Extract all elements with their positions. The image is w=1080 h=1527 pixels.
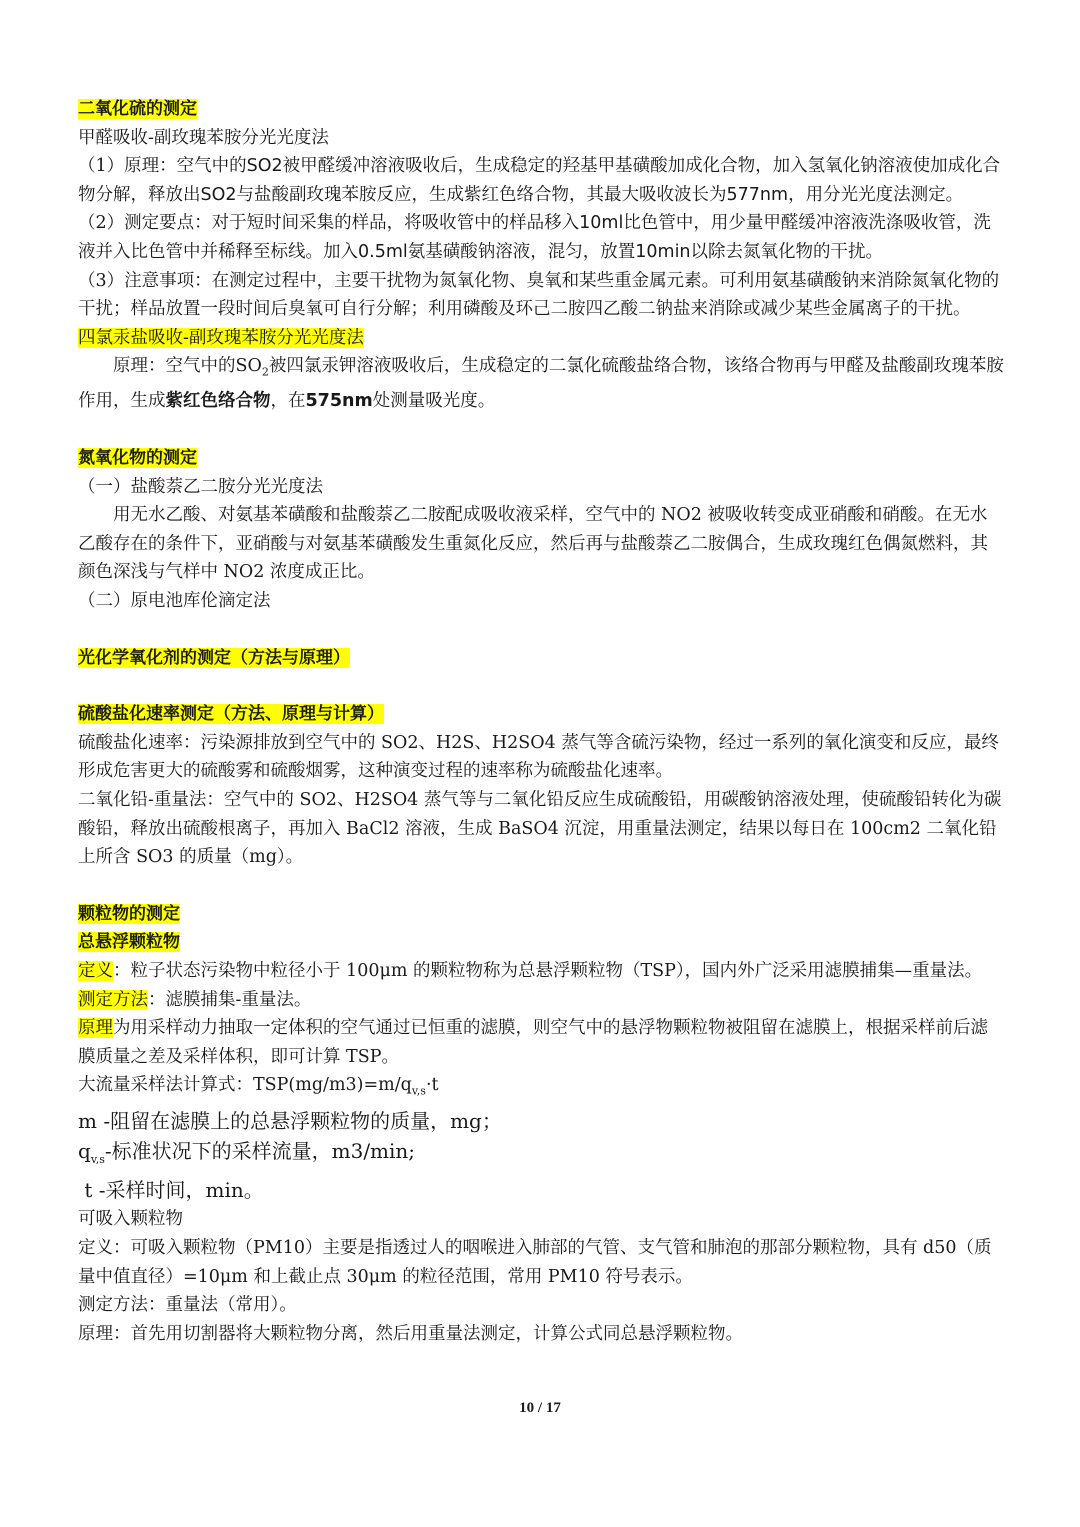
lead-dioxide-method-paragraph: 二氧化铅-重量法：空气中的 SO2、H2SO4 蒸气等与二氧化铅反应生成硫酸铅，用碳酸钠溶液处理，使硫酸铅转化为碳酸铅，释放出硫酸根离子，再加入 BaCl2 溶液，生成 BaSO4 沉淀，用重量法测定，结果以每日在 100cm2 二氧化铅上所含 SO3 的质量（mg）。 <box>78 789 1002 868</box>
sulfation-section-heading: 硫酸盐化速率测定（方法、原理与计算） <box>78 704 384 725</box>
tsp-subheading: 总悬浮颗粒物 <box>78 932 180 953</box>
so2-principle-paragraph: （1）原理：空气中的SO2被甲醛缓冲溶液吸收后，生成稳定的羟基甲基磺酸加成化合物，加入氢氧化钠溶液使加成化合物分解，释放出SO2与盐酸副玫瑰苯胺反应，生成紫红色络合物，其最大吸收波长为577nm，用分光光度法测定。 <box>78 156 1001 205</box>
pm10-method: 测定方法：重量法（常用）。 <box>78 1295 297 1316</box>
tsp-method: 测定方法：滤膜捕集-重量法。 <box>78 989 312 1010</box>
so2-notes-paragraph: （3）注意事项：在测定过程中，主要干扰物为氮氧化物、臭氧和某些重金属元素。可利用氨基磺酸钠来消除氮氧化物的干扰；样品放置一段时间后臭氧可自行分解；利用磷酸及环己二胺四乙酸二钠盐来消除或减少某些金属离子的干扰。 <box>78 270 1000 320</box>
tsp-formula: 大流量采样法计算式：$TSP(mg/m3)=m/q_{v,s}\cdot t$ <box>78 1075 439 1098</box>
particulate-section-heading: 颗粒物的测定 <box>78 903 180 924</box>
oxidant-section-heading: 光化学氧化剂的测定（方法与原理） <box>78 647 350 668</box>
method-label: 测定方法 <box>78 989 148 1010</box>
tsp-principle: 原理为用采样动力抽取一定体积的空气通过已恒重的滤膜，则空气中的悬浮物颗粒物被阻留在滤膜上，根据采样前后滤膜质量之差及采样体积，即可计算 TSP。 <box>78 1018 988 1067</box>
so2-section-heading: 二氧化硫的测定 <box>78 99 197 119</box>
nox-method-2-title: （二）原电池库伦滴定法 <box>78 591 271 611</box>
so2-method-2-title: 四氯汞盐吸收-副玫瑰苯胺分光光度法 <box>78 327 364 348</box>
so2-key-points-paragraph: （2）测定要点：对于短时间采集的样品，将吸收管中的样品移入10ml比色管中，用少量甲醛缓冲溶液洗涤吸收管，洗液并入比色管中并稀释至标线。加入0.5ml氨基磺酸钠溶液，混匀，放置10min以除去氮氧化物的干扰。 <box>78 213 991 262</box>
formula-variable-q: $q_{v,s}-$标准状况下的采样流量，m3/min; <box>78 1139 416 1167</box>
pm10-subheading: 可吸入颗粒物 <box>78 1209 183 1230</box>
so2-method-2-principle: 原理：空气中的$SO_2$被四氯汞钾溶液吸收后，生成稳定的二氯化硫酸盐络合物，该络合物再与甲醛及盐酸副玫瑰苯胺作用，生成紫红色络合物，在575nm处测量吸光度。 <box>78 356 1004 412</box>
formula-variable-m: m -阻留在滤膜上的总悬浮颗粒物的质量，mg； <box>78 1109 502 1134</box>
pm10-principle: 原理：首先用切割器将大颗粒物分离，然后用重量法测定，计算公式同总悬浮颗粒物。 <box>78 1323 743 1344</box>
tsp-definition: 定义：粒子状态污染物中粒径小于 100μm 的颗粒物称为总悬浮颗粒物（TSP），国内外广泛采用滤膜捕集—重量法。 <box>78 960 983 981</box>
sulfation-rate-definition: 硫酸盐化速率：污染源排放到空气中的 SO2、H2S、H2SO4 蒸气等含硫污染物，经过一系列的氧化演变和反应，最终形成危害更大的硫酸雾和硫酸烟雾，这种演变过程的速率称为硫酸盐化速率。 <box>78 732 999 782</box>
so2-method-1-title: 甲醛吸收-副玫瑰苯胺分光光度法 <box>78 127 329 148</box>
page-number: 10 / 17 <box>519 1400 561 1416</box>
definition-label: 定义 <box>78 960 113 981</box>
principle-label: 原理 <box>78 1018 113 1039</box>
nox-section-heading: 氮氧化物的测定 <box>78 448 197 469</box>
page-content <box>78 95 1004 1348</box>
formula-variable-t: t -采样时间，min。 <box>78 1178 264 1203</box>
nox-method-1-title: （一）盐酸萘乙二胺分光光度法 <box>78 476 323 497</box>
pm10-definition: 定义：可吸入颗粒物（PM10）主要是指透过人的咽喉进入肺部的气管、支气管和肺泡的那部分颗粒物，具有 d50（质量中值直径）=10μm 和上截止点 30μm 的粒径范围，常用 PM10 符号表示。 <box>78 1238 992 1287</box>
nox-method-1-paragraph: 用无水乙酸、对氨基苯磺酸和盐酸萘乙二胺配成吸收液采样，空气中的 NO2 被吸收转变成亚硝酸和硝酸。在无水乙酸存在的条件下，亚硝酸与对氨基苯磺酸发生重氮化反应，然后再与盐酸萘乙二胺偶合，生成玫瑰红色偶氮燃料，其颜色深浅与气样中 NO2 浓度成正比。 <box>78 505 988 583</box>
